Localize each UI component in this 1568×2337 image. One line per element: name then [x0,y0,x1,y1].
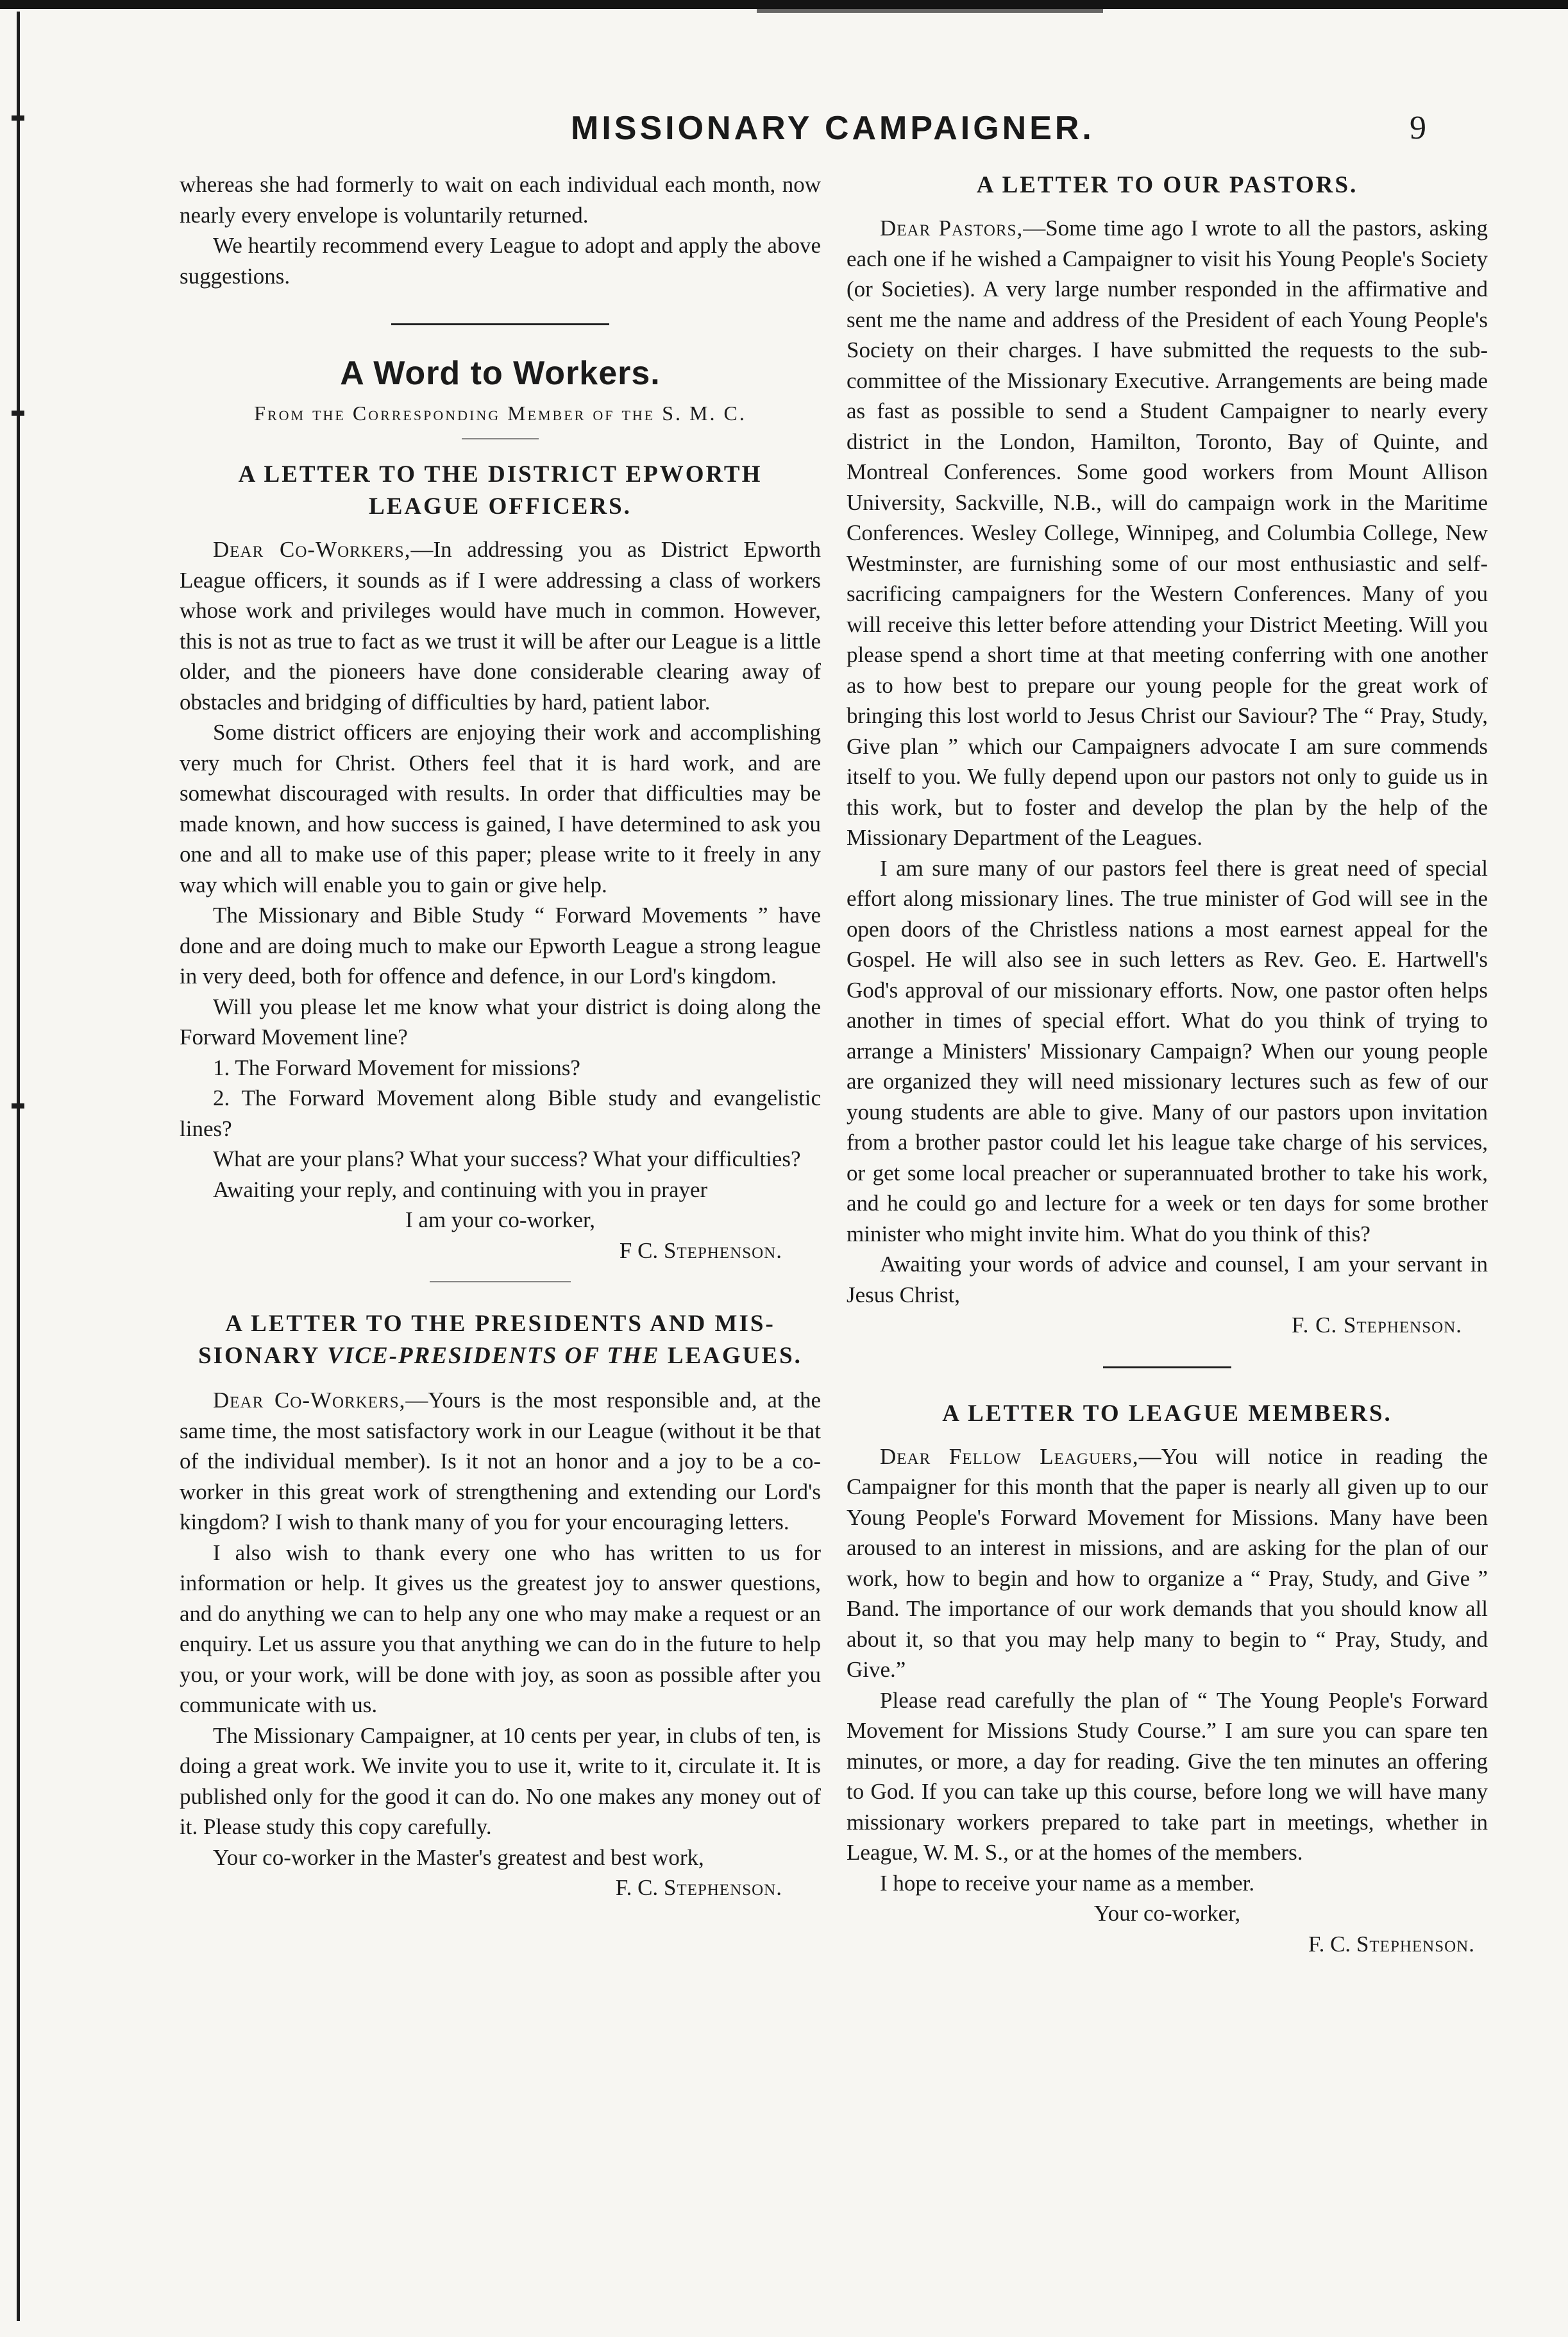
signature-initials: F. C. [1308,1931,1351,1957]
letter-paragraph: —You will notice in reading the Campaigner for this month that the paper is nearly all given up to our Young People's Forward Movement for Missions. Many have been aroused to an interest in missions, and are asking for the plan of our work, how to begin and how to organize a “ Pray, Study, and Give ” Band. The importance of our work demands that you should know all about it, so that you may help many to begin to “ Pray, Study, and Give.” [847,1443,1488,1682]
page-number: 9 [1410,110,1426,146]
article-title: A Word to Workers. [340,355,661,392]
intro-paragraph: We heartily recommend every League to adopt and apply the above suggestions. [180,233,821,289]
letter-heading-district-officers: A LETTER TO THE DISTRICT EPWORTH LEAGUE OFFICERS. [238,461,763,520]
top-border-smudge [757,9,1103,13]
letter-paragraph: Awaiting your words of advice and counsel, I am your servant in Jesus Christ, [847,1252,1488,1307]
letter-paragraph: Your co-worker in the Master's greatest and best work, [213,1844,704,1870]
letter-paragraph: The Missionary Campaigner, at 10 cents per year, in clubs of ten, is doing a great work. We invite you to use it, write to it, circulate it. It is published only for the good it can do. No one makes any money out of it. Please study this copy carefully. [180,1722,821,1839]
running-head [0,109,1568,160]
letter-paragraph: Will you please let me know what your district is doing along the Forward Movement line? [180,994,821,1050]
letter-heading-part: LEAGUES. [667,1343,802,1369]
article-byline: From the Corresponding Member of the S. M. C. [254,402,746,425]
letter-heading-part: A LETTER TO THE PRESIDENTS AND MIS-SIONARY [198,1311,775,1369]
byline-rule [462,438,539,439]
letter-heading-part: VICE-PRESIDENTS OF THE [327,1343,660,1369]
letter-closing: Your co-worker, [1093,1901,1241,1926]
signature-name: Stephenson. [663,1875,782,1900]
letter-heading-pastors: A LETTER TO OUR PASTORS. [976,172,1358,198]
signature-initials: F. C. [615,1875,659,1900]
letter-paragraph: I am sure many of our pastors feel there is great need of special effort along missionary lines. The true minister of God will see in the open doors of the Christless nations a most earnest appeal for the Gospel. He will also see in such letters as Rev. Geo. E. Hartwell's God's approval of our missionary efforts. Now, one pastor often helps another in times of special effort. What do you think of trying to arrange a Ministers' Missionary Campaign? When our young people are organized they will need missionary lectures such as few of our young students are able to give. Many of our pastors upon invitation from a brother pastor could let his league take charge of his services, or get some local preacher or superannuated brother to take his work, and he could go and lecture for a week or ten days for some brother minister who might invite him. What do you think of this? [847,855,1488,1246]
letter-paragraph: What are your plans? What your success? What your difficulties? [213,1146,801,1171]
letter-closing: I am your co-worker, [405,1207,595,1232]
letter-salutation: Dear Co-Workers, [213,537,411,562]
signature-name: Stephenson. [1356,1931,1475,1957]
letter-heading-league-members: A LETTER TO LEAGUE MEMBERS. [942,1400,1392,1427]
letter-paragraph: Some district officers are enjoying their work and accomplishing very much for Christ. Others feel that it is hard work, and are somewhat discouraged with results. In order that difficulties may be made known, and how success is gained, I have determined to ask you one and all to make use of this paper; please write to it freely in any way which will enable you to gain or give help. [180,720,821,897]
signature-name: Stephenson. [663,1237,782,1263]
letter-paragraph: —Some time ago I wrote to all the pastors, asking each one if he wished a Campaigner to visit his Young People's Society (or Societies). A very large number responded in the affirmative and sent me the name and address of the President of each Young People's Society on their charges. I have submitted the requests to the sub-committee of the Missionary Executive. Arrangements are being made as fast as possible to send a Student Campaigner to nearly every district in the London, Hamilton, Toronto, Bay of Quinte, and Montreal Conferences. Some good workers from Mount Allison University, Sackville, N.B., will do campaign work in the Maritime Conferences. Wesley College, Winnipeg, and Columbia College, New Westminster, are furnishing some of our most enthusiastic and self-sacrificing campaigners for the Western Conferences. Many of you will receive this letter before attending your District Meeting. Will you please spend a short time at that meeting conferring with one another as to how best to prepare our young people for the great work of bringing this lost world to Jesus Christ our Saviour? The “ Pray, Study, Give plan ” which our Campaigners advocate I am sure commends itself to you. We fully depend upon our pastors not only to guide us in this work, but to foster and develop the plan by the help of the Missionary Department of the Leagues. [847,216,1488,850]
section-rule [430,1281,571,1282]
letter-paragraph: —Yours is the most responsible and, at the same time, the most satisfactory work in our League (without it be that of the individual member). Is it not an honor and a joy to be a co-worker in this great work of strengthening and extending our Lord's kingdom? I wish to thank many of you for your encouraging letters. [180,1388,822,1534]
letter-list-item: 1. The Forward Movement for missions? [213,1055,580,1080]
left-border-mark [12,411,24,416]
top-border-rule [0,0,1568,9]
letter-salutation: Dear Pastors, [880,216,1024,241]
letter-signature [180,1873,821,1903]
letter-signature [847,1929,1488,1960]
right-column [847,169,1488,1959]
letter-paragraph: —In addressing you as District Epworth League officers, it sounds as if I were addressing a class of workers whose work and privileges would have much in common. However, this is not as true to fact as we trust it will be after our League is a little older, and the pioneers have done considerable clearing away of obstacles and bridging of difficulties by hard, patient labor. [180,537,821,715]
letter-salutation: Dear Fellow Leaguers, [880,1443,1139,1469]
signature-initials: F C. [619,1237,659,1263]
letter-signature: F. C. Stephenson. [1291,1313,1462,1338]
left-border-mark [12,1103,24,1109]
letter-paragraph: Please read carefully the plan of “ The Young People's Forward Movement for Missions Study Course.” I am sure you can spare ten minutes, or more, a day for reading. Give the ten minutes an offering to God. If you can take up this course, before long we will have many missionary workers prepared to take part in meetings, whether in League, W. M. S., or at the homes of the members. [847,1687,1488,1865]
letter-salutation: Dear Co-Workers, [213,1388,406,1413]
letter-heading-presidents [180,1308,821,1372]
letter-paragraph: I also wish to thank every one who has written to us for information or help. It gives us the greatest joy to answer questions, and do anything we can to help any one who may make a request or an enquiry. Let us assure you that anything we can do in the future to help you, or your work, will be done with joy, as soon as possible after you communicate with us. [180,1540,821,1717]
left-column [180,169,821,1903]
letter-paragraph: Awaiting your reply, and continuing with you in prayer [213,1177,708,1202]
letter-list-item: 2. The Forward Movement along Bible study and evangelistic lines? [180,1085,821,1141]
letter-paragraph: The Missionary and Bible Study “ Forward Movements ” have done and are doing much to make our Epworth League a strong league in very deed, both for offence and defence, in our Lord's kingdom. [180,903,821,989]
left-border-rule [17,12,20,2321]
running-title: MISSIONARY CAMPAIGNER. [571,110,1095,147]
intro-paragraph: whereas she had formerly to wait on each individual each month, now nearly every envelope is voluntarily returned. [180,172,821,228]
letter-signature [180,1236,821,1266]
letter-paragraph: I hope to receive your name as a member. [880,1870,1255,1896]
